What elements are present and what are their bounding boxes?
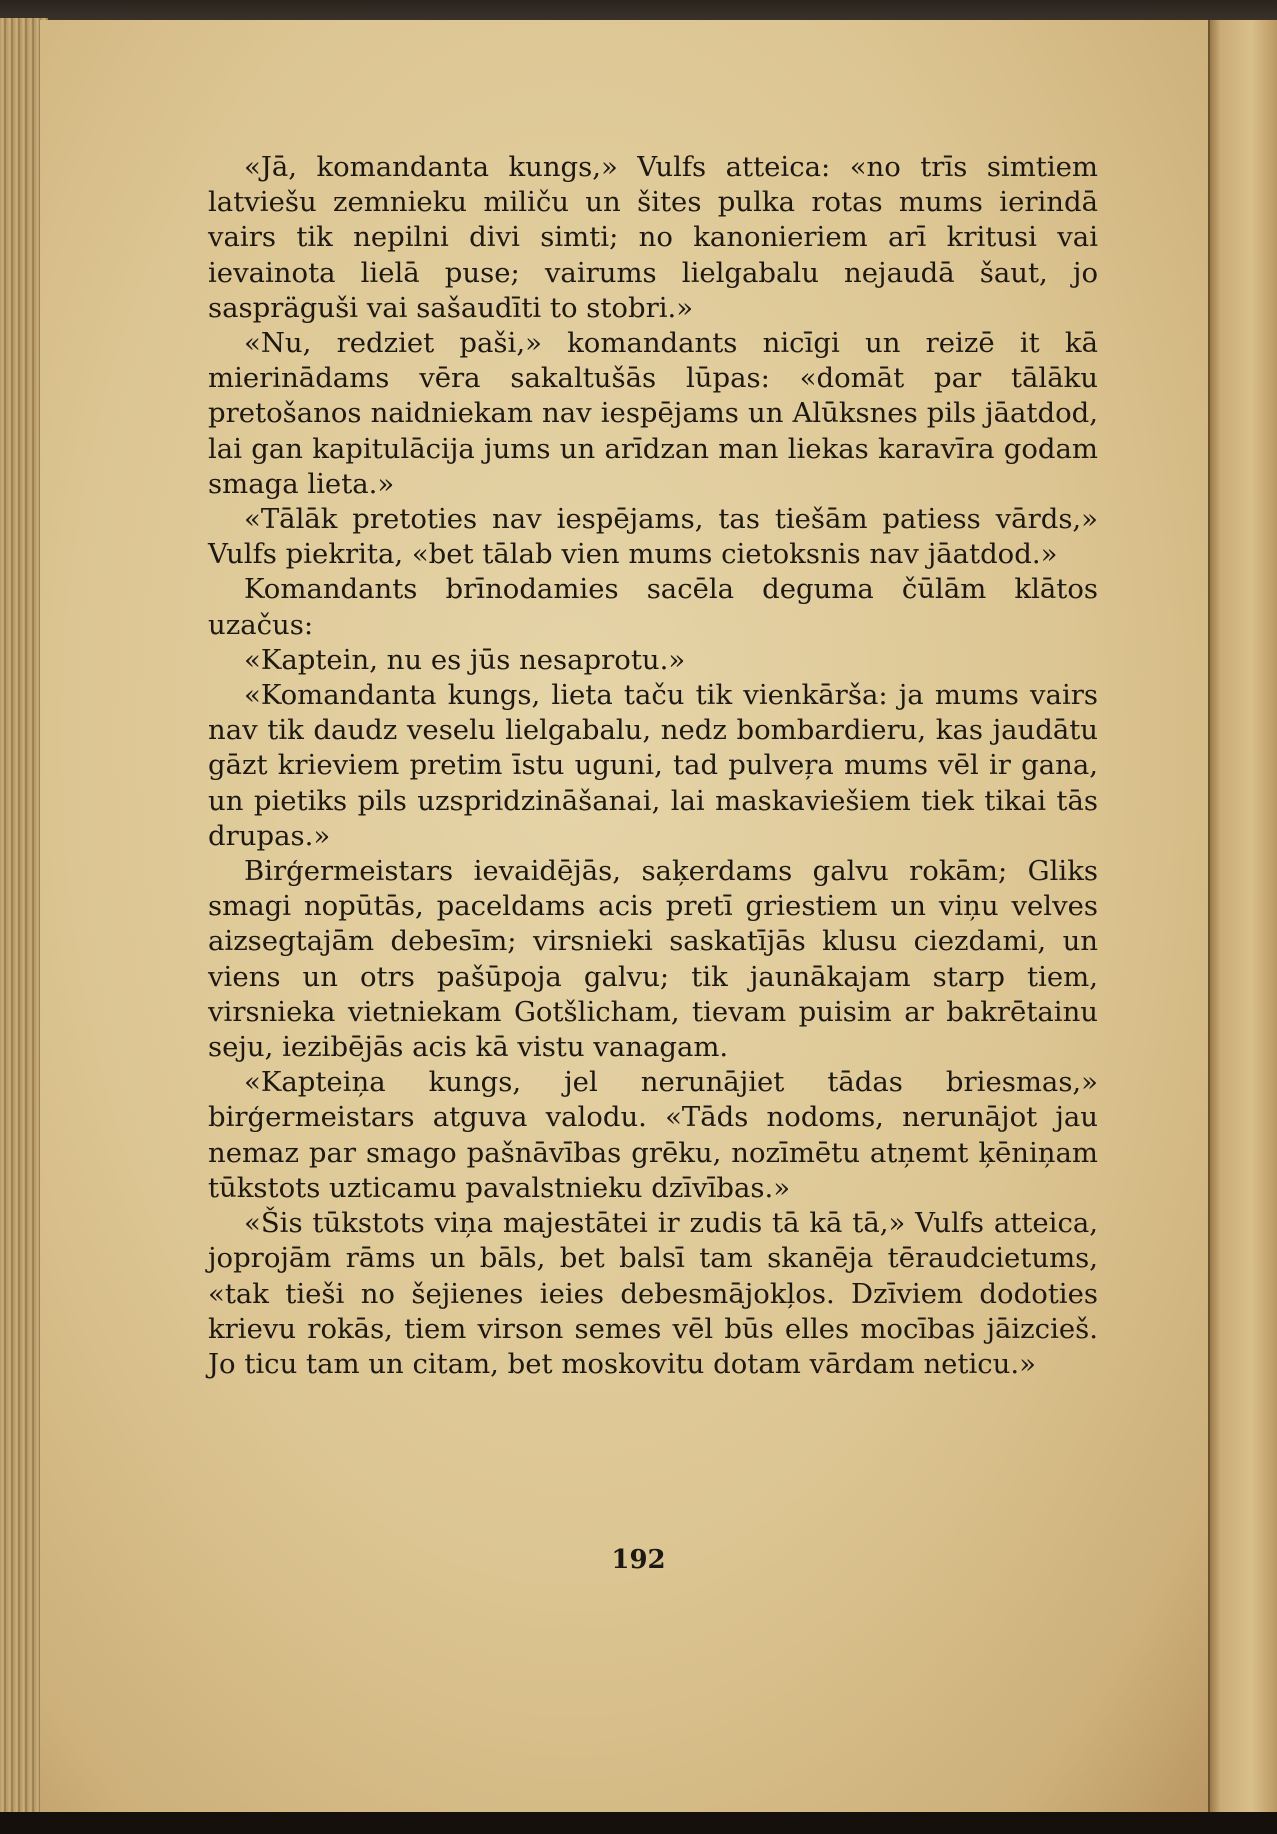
paragraph-5: «Kaptein, nu es jūs nesaprotu.» xyxy=(244,643,686,676)
paragraph-6: «Komandanta kungs, lieta taču tik vienkārša: ja mums vairs nav tik daudz veselu lielgabalu, nedz bombardieru, kas jaudātu gāzt krieviem pretim īstu uguni, tad pulveŗa mums vēl ir gana, un pietiks pils uzspridzināšanai, lai maskaviešiem tiek tikai tās drupas.» xyxy=(208,679,1098,852)
paragraph-4: Komandants brīnodamies sacēla deguma čūlām klātos uzačus: xyxy=(208,573,1098,641)
paragraph-8: «Kapteiņa kungs, jel nerunājiet tādas briesmas,» birģermeistars atguva valodu. «Tāds nodoms, nerunājot jau nemaz par smago pašnāvības grēku, nozīmētu atņemt ķēniņam tūkstots uzticamu pavalstnieku dzīvības.» xyxy=(208,1066,1098,1204)
paragraph-7: Birģermeistars ievaidējās, saķerdams galvu rokām; Gliks smagi nopūtās, paceldams acis pretī griestiem un viņu velves aizsegtajām debesīm; virsnieki saskatījās klusu ciezdami, un viens un otrs pašūpoja galvu; tik jaunākajam starp tiem, virsnieka vietniekam Gotšlicham, tievam puisim ar bakrētainu seju, iezibējās acis kā vistu vanagam. xyxy=(208,855,1098,1064)
paragraph-1: «Jā, komandanta kungs,» Vulfs atteica: «no trīs simtiem latviešu zemnieku miliču un šites pulka rotas mums ierindā vairs tik nepilni divi simti; no kanonieriem arī kritusi vai ievainota lielā puse; vairums lielgabalu nejaudā šaut, jo saspräguši vai sašaudīti to stobri.» xyxy=(208,151,1098,324)
book-top-edge xyxy=(0,0,1277,22)
book-bottom-edge xyxy=(0,1812,1277,1834)
paragraph-2: «Nu, redziet paši,» komandants nicīgi un reizē it kā mierinādams vēra sakaltušās lūpas: «domāt par tālāku pretošanos naidniekam nav iespējams un Alūksnes pils jāatdod, lai gan kapitulācija jums un arīdzan man liekas karavīra godam smaga lieta.» xyxy=(208,327,1098,500)
paragraph-9: «Šis tūkstots viņa majestātei ir zudis tā kā tā,» Vulfs atteica, joprojām rāms un bāls, bet balsī tam skanēja tēraudcietums, «tak tieši no šejienes ieies debesmājokļos. Dzīviem dodoties krievu rokās, tiem virson semes vēl būs elles mocības jāizcieš. Jo ticu tam un citam, bet moskovitu dotam vārdam neticu.» xyxy=(208,1207,1098,1380)
paragraph-3: «Tālāk pretoties nav iespējams, tas tiešām patiess vārds,» Vulfs piekrita, «bet tālab vien mums cietoksnis nav jāatdod.» xyxy=(208,503,1098,571)
page-number: 192 xyxy=(611,1545,666,1575)
body-text xyxy=(208,150,1098,1382)
